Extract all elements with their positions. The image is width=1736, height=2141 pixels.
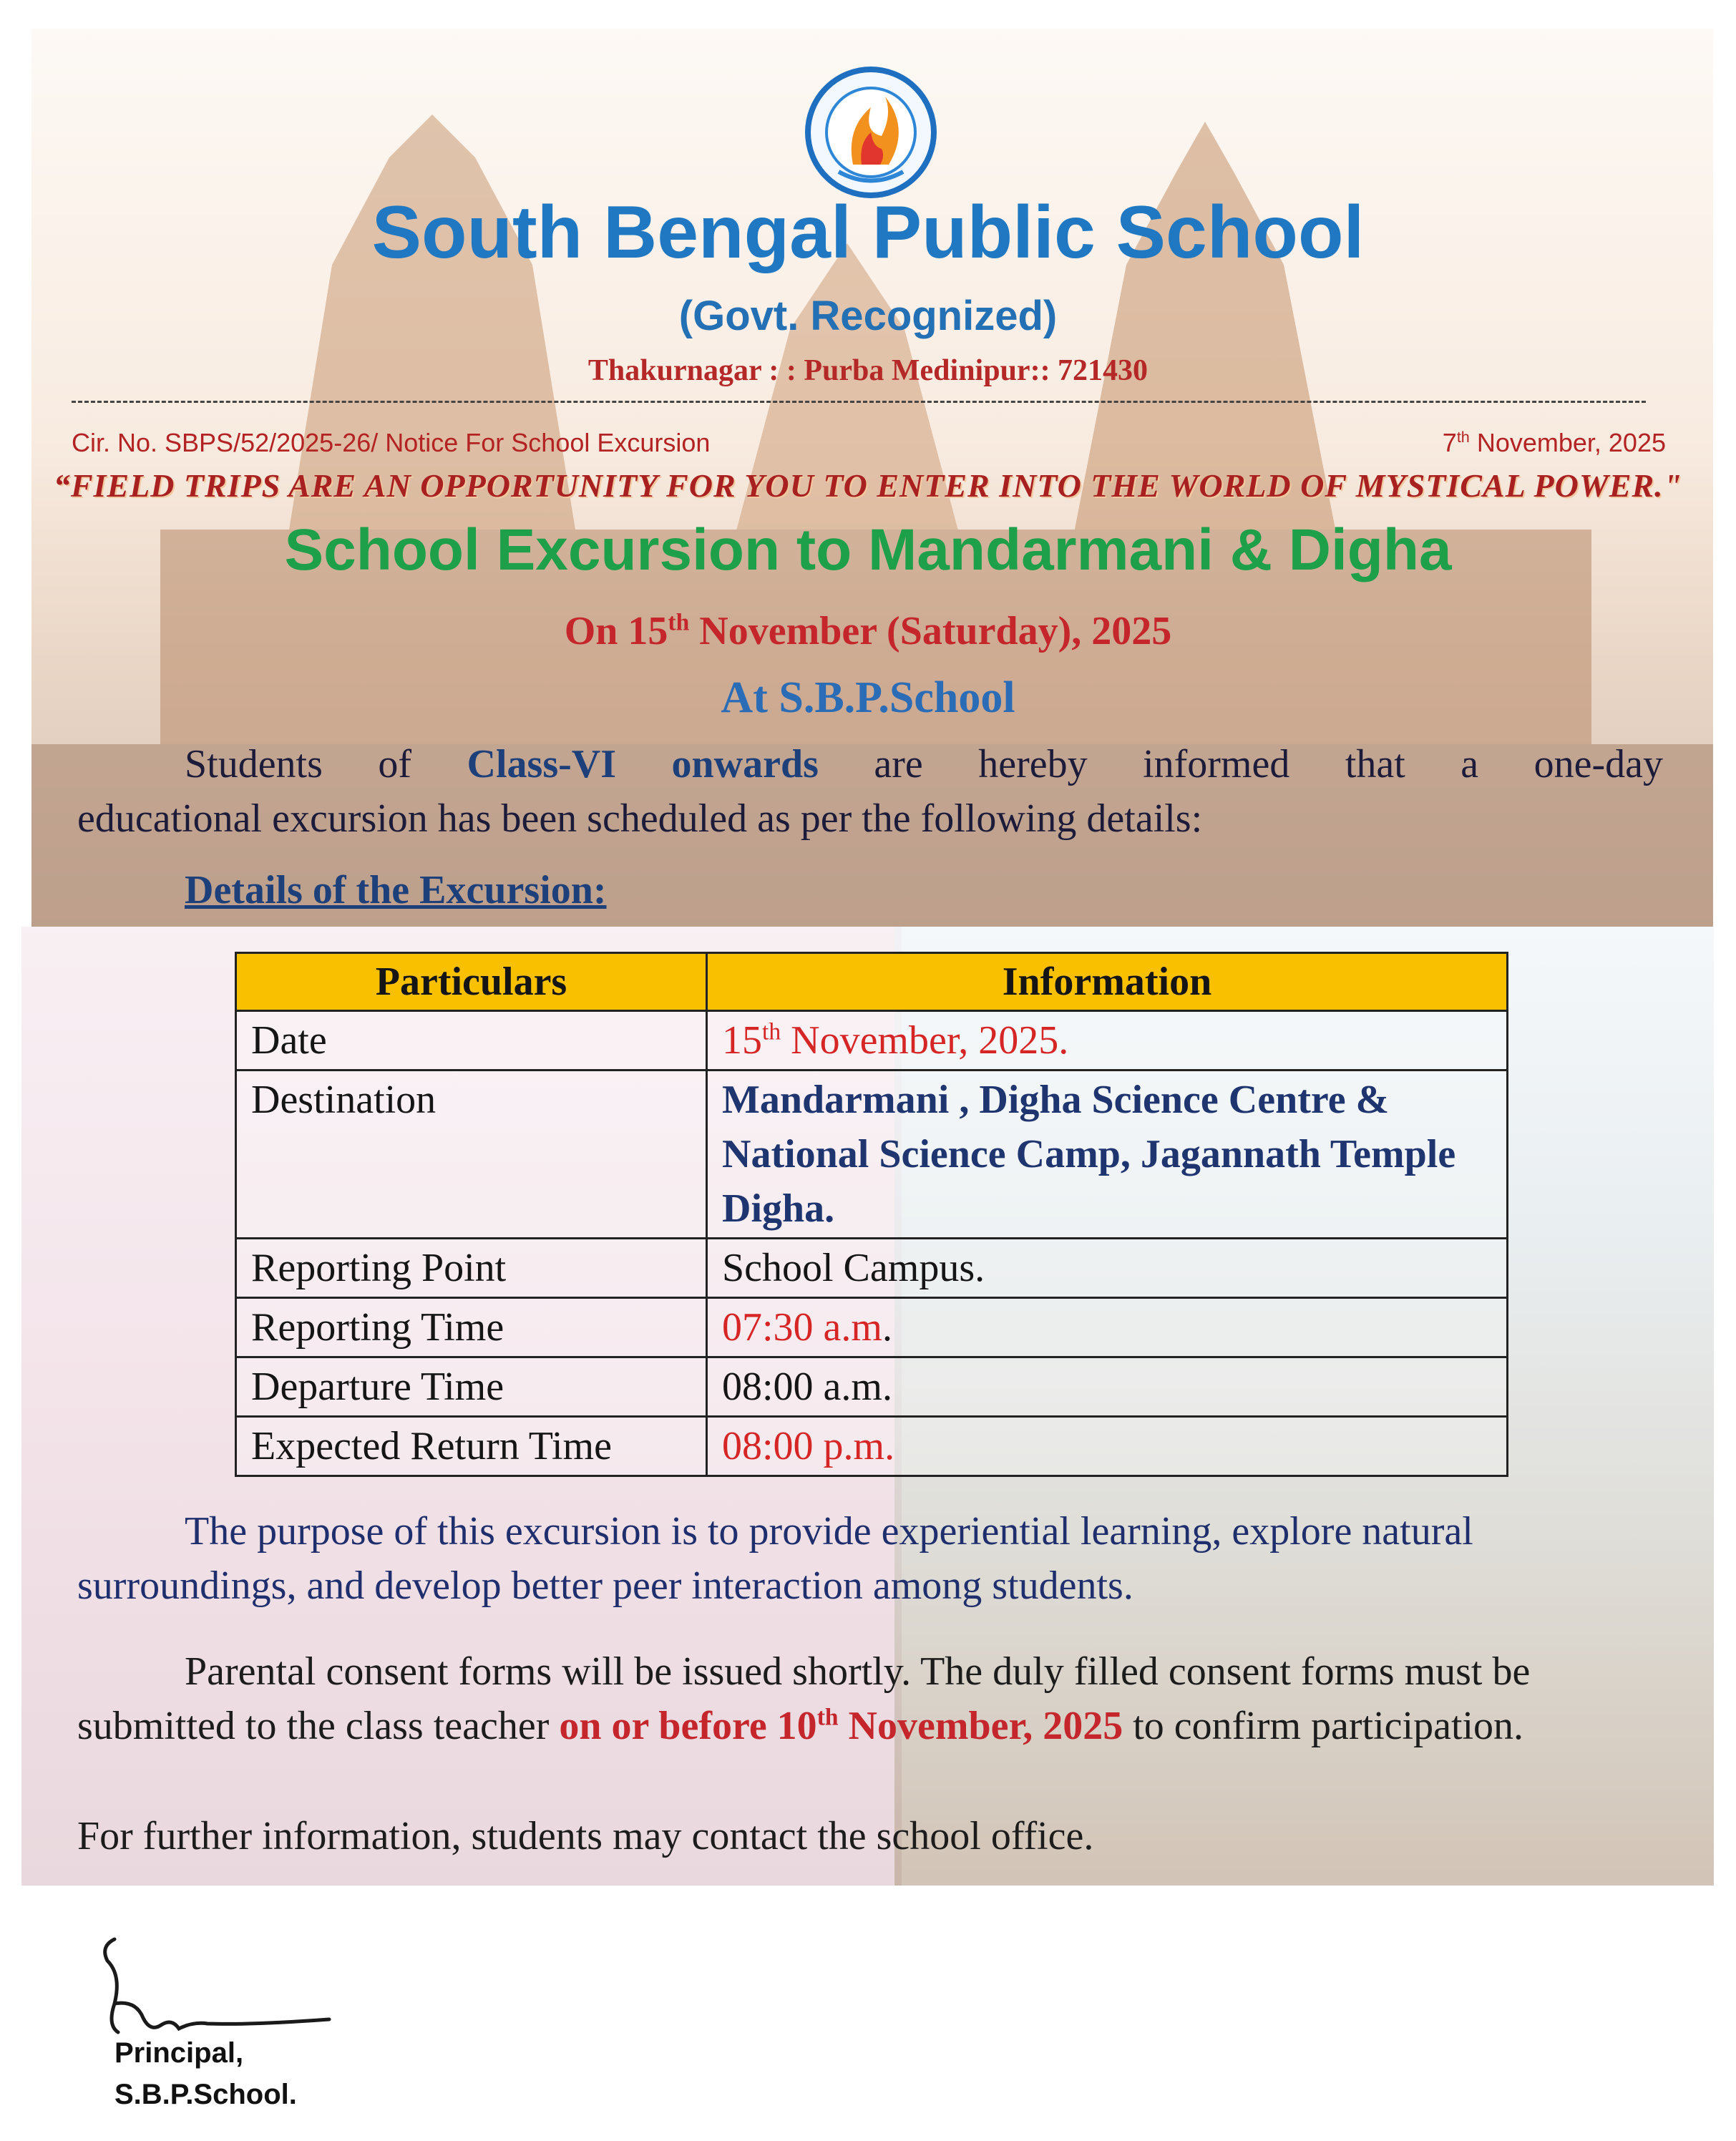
row-value-return-time: 08:00 p.m. [707, 1417, 1508, 1476]
row-label-return-time: Expected Return Time [236, 1417, 707, 1476]
row-label-reporting-point: Reporting Point [236, 1239, 707, 1298]
recognition-status: (Govt. Recognized) [678, 293, 1058, 339]
table-header-row [236, 953, 1508, 1011]
row-value-reporting-point: School Campus. [707, 1239, 1508, 1298]
table-row [236, 1417, 1508, 1476]
purpose-paragraph: The purpose of this excursion is to provide experiential learning, explore natural surroundings, and develop better peer interaction among students. [77, 1509, 1473, 1608]
intro-paragraph: Students of Class-VI onwards are hereby informed that a one-day educational excursion has been scheduled as per the following details: [77, 742, 1663, 841]
class-eligibility: Class-VI onwards [467, 742, 819, 786]
notice-date: 7th November, 2025 [1442, 428, 1666, 457]
header-particulars: Particulars [236, 953, 707, 1011]
excursion-headline: School Excursion to Mandarmani & Digha [284, 517, 1452, 582]
row-label-departure-time: Departure Time [236, 1357, 707, 1417]
row-label-reporting-time: Reporting Time [236, 1298, 707, 1357]
row-value-date: 15th November, 2025. [707, 1011, 1508, 1070]
signatory-role: Principal, [114, 2037, 244, 2069]
contact-paragraph: For further information, students may contact the school office. [77, 1814, 1094, 1858]
excursion-venue: At S.B.P.School [721, 673, 1015, 722]
table-row [236, 1239, 1508, 1298]
table-row [236, 1298, 1508, 1357]
consent-paragraph: Parental consent forms will be issued shortly. The duly filled consent forms must be submitted to the class teacher on or before 10th November, 2025 to confirm participation. [77, 1649, 1531, 1748]
row-value-reporting-time: 07:30 a.m. [707, 1298, 1508, 1357]
field-trip-quote: “FIELD TRIPS ARE AN OPPORTUNITY FOR YOU TO ENTER INTO THE WORLD OF MYSTICAL POWER." [53, 467, 1683, 504]
table-row [236, 1011, 1508, 1070]
row-label-destination: Destination [236, 1070, 707, 1239]
principal-signature [93, 1932, 351, 2039]
excursion-date-line: On 15th November (Saturday), 2025 [564, 609, 1172, 653]
header-information: Information [707, 953, 1508, 1011]
table-row [236, 1070, 1508, 1239]
signatory-org: S.B.P.School. [114, 2079, 297, 2110]
details-heading: Details of the Excursion: [185, 868, 607, 912]
signatory-block [114, 2032, 297, 2115]
row-value-destination: Mandarmani , Digha Science Centre & National Science Camp, Jagannath Temple Digha. [707, 1070, 1508, 1239]
school-name: South Bengal Public School [371, 191, 1365, 274]
consent-deadline: on or before 10th November, 2025 [559, 1704, 1123, 1748]
school-logo [803, 64, 939, 200]
table-row [236, 1357, 1508, 1417]
row-label-date: Date [236, 1011, 707, 1070]
school-address: Thakurnagar : : Purba Medinipur:: 721430 [587, 354, 1149, 387]
row-value-departure-time: 08:00 a.m. [707, 1357, 1508, 1417]
circular-number: Cir. No. SBPS/52/2025-26/ Notice For School Excursion [72, 428, 711, 457]
excursion-details-table [235, 952, 1508, 1477]
header-divider [72, 401, 1646, 403]
